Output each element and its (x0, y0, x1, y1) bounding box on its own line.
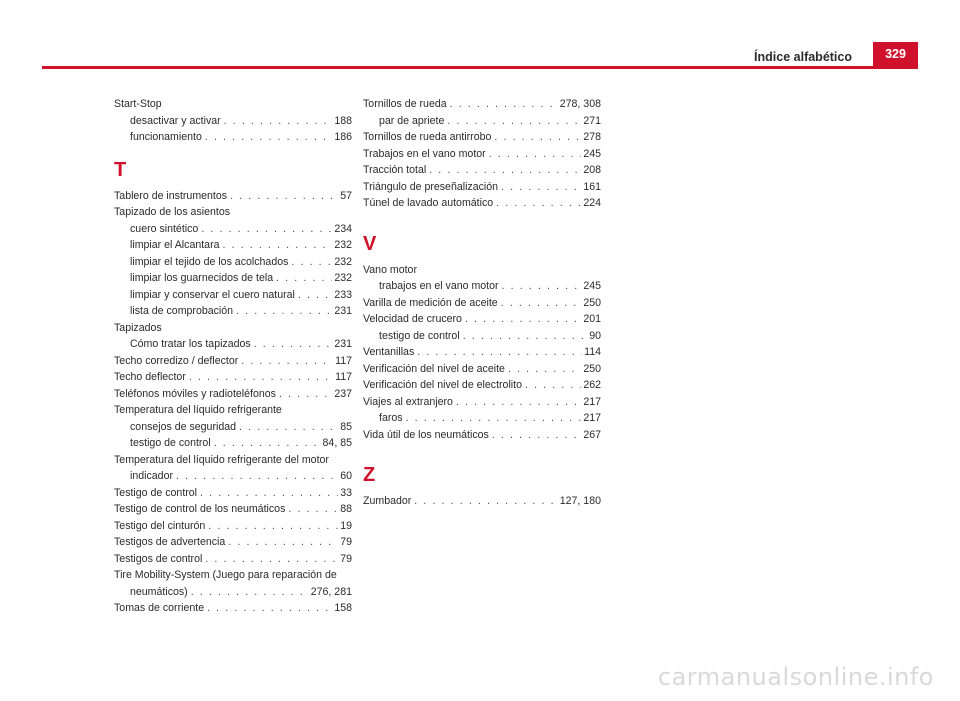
index-column-right (363, 96, 601, 510)
dot-leader (205, 551, 338, 568)
entry-text: Verificación del nivel de electrolito (363, 379, 522, 391)
entry-page: 278 (583, 131, 601, 143)
index-entry (363, 262, 601, 279)
index-entry (363, 361, 601, 378)
dot-leader (465, 311, 581, 328)
dot-leader (236, 303, 332, 320)
index-entry (114, 320, 352, 337)
dot-leader (501, 179, 581, 196)
dot-leader (496, 195, 581, 212)
entry-page: 33 (340, 486, 352, 499)
entry-page: 232 (334, 272, 352, 284)
entry-text: Varilla de medición de aceite (363, 296, 498, 309)
index-entry (363, 344, 601, 361)
entry-text: Techo deflector (114, 371, 186, 383)
entry-text: Zumbador (363, 495, 412, 507)
entry-text: limpiar los guarnecidos de tela (130, 272, 274, 284)
dot-leader (254, 336, 333, 353)
entry-page: 224 (583, 197, 601, 209)
entry-page: 231 (334, 305, 352, 317)
entry-page: 79 (340, 552, 352, 565)
entry-page: 276, 281 (310, 585, 352, 598)
entry-page: 233 (334, 288, 352, 301)
entry-page: 117 (335, 354, 352, 367)
dot-leader (406, 410, 582, 427)
index-entry (114, 485, 352, 502)
entry-text: faros (379, 412, 403, 424)
dot-leader (447, 113, 581, 130)
entry-text: Temperatura del líquido refrigerante del motor (114, 453, 329, 466)
index-subentry (114, 221, 352, 238)
entry-page: 278, 308 (559, 98, 601, 110)
entry-page: 117 (335, 371, 352, 383)
dot-leader (230, 188, 338, 205)
entry-page: 188 (334, 114, 352, 127)
entry-page: 208 (583, 164, 601, 176)
entry-text: indicador (130, 470, 173, 482)
index-subentry (114, 254, 352, 271)
index-entry (363, 493, 601, 510)
index-group-t-continued (363, 96, 601, 212)
index-subentry (363, 410, 601, 427)
entry-text: consejos de seguridad (130, 420, 237, 433)
entry-text: trabajos en el vano motor (379, 280, 499, 292)
index-group-z (363, 493, 601, 510)
entry-page: 271 (583, 114, 601, 127)
index-entry (363, 129, 601, 146)
entry-text: limpiar y conservar el cuero natural (130, 288, 295, 301)
entry-page: 217 (583, 395, 601, 408)
entry-text: Tornillos de rueda antirrobo (363, 131, 492, 143)
dot-leader (298, 287, 332, 304)
dot-leader (502, 278, 582, 295)
index-entry (114, 534, 352, 551)
entry-text: limpiar el Alcantara (130, 239, 220, 251)
dot-leader (189, 369, 333, 386)
entry-text: Temperatura del líquido refrigerante (114, 404, 282, 416)
index-subentry (114, 270, 352, 287)
index-entry (114, 600, 352, 617)
entry-text: Tablero de instrumentos (114, 189, 228, 202)
entry-page: 237 (334, 387, 352, 400)
entry-text: neumáticos) (130, 585, 188, 598)
index-subentry (114, 584, 352, 601)
entry-page: 90 (589, 329, 601, 342)
index-letter-v: V (363, 232, 377, 255)
dot-leader (201, 221, 332, 238)
dot-leader (429, 162, 581, 179)
entry-page: 60 (340, 470, 352, 482)
dot-leader (276, 270, 332, 287)
entry-page: 84, 85 (322, 437, 352, 449)
entry-text: Velocidad de crucero (363, 313, 462, 325)
entry-text: Tire Mobility-System (Juego para reparación de (114, 569, 337, 581)
index-entry (114, 402, 352, 419)
entry-text: Vida útil de los neumáticos (363, 428, 489, 441)
dot-leader (288, 501, 338, 518)
dot-leader (291, 254, 332, 271)
header-rule (42, 66, 918, 69)
dot-leader (214, 435, 321, 452)
page-number: 329 (873, 42, 918, 66)
index-entry (114, 386, 352, 403)
dot-leader (207, 600, 332, 617)
entry-page: 262 (583, 379, 601, 391)
entry-page: 250 (583, 296, 601, 309)
entry-page: 245 (583, 147, 601, 160)
entry-page: 88 (340, 503, 352, 515)
dot-leader (489, 146, 582, 163)
index-subentry (114, 237, 352, 254)
entry-text: Tapizado de los asientos (114, 206, 231, 218)
index-entry (363, 295, 601, 312)
index-entry (363, 311, 601, 328)
dot-leader (501, 295, 582, 312)
entry-text: Teléfonos móviles y radioteléfonos (114, 387, 276, 400)
index-subentry (114, 468, 352, 485)
index-subentry (363, 113, 601, 130)
index-entry (363, 377, 601, 394)
entry-page: 114 (584, 346, 601, 358)
entry-text: Túnel de lavado automático (363, 197, 494, 209)
index-entry (114, 369, 352, 386)
index-group-v (363, 262, 601, 444)
entry-text: cuero sintético (130, 222, 199, 235)
entry-text: par de apriete (379, 114, 445, 127)
entry-page: 158 (334, 602, 352, 614)
dot-leader (414, 493, 557, 510)
entry-text: Tapizados (114, 321, 162, 334)
entry-page: 85 (340, 420, 352, 433)
dot-leader (450, 96, 558, 113)
dot-leader (241, 353, 333, 370)
entry-text: Testigo del cinturón (114, 519, 206, 532)
index-entry (114, 204, 352, 221)
dot-leader (525, 377, 581, 394)
dot-leader (417, 344, 582, 361)
entry-page: 186 (334, 131, 352, 143)
entry-page: 232 (334, 255, 352, 268)
dot-leader (279, 386, 332, 403)
index-entry (114, 501, 352, 518)
entry-text: Tornillos de rueda (363, 98, 447, 110)
entry-text: testigo de control (130, 437, 211, 449)
entry-text: limpiar el tejido de los acolchados (130, 255, 289, 268)
entry-text: testigo de control (379, 329, 460, 342)
entry-text: Ventanillas (363, 346, 415, 358)
entry-text: Viajes al extranjero (363, 395, 453, 408)
index-letter-z: Z (363, 464, 376, 486)
entry-text: Testigos de control (114, 552, 203, 565)
index-subentry (114, 419, 352, 436)
index-entry (114, 518, 352, 535)
index-letter-t: T (114, 158, 127, 181)
entry-text: Tomas de corriente (114, 602, 205, 614)
entry-page: 217 (583, 412, 601, 424)
entry-page: 245 (583, 280, 601, 292)
index-entry (114, 96, 352, 113)
entry-text: Cómo tratar los tapizados (130, 338, 251, 350)
entry-text: Triángulo de preseñalización (363, 180, 499, 193)
dot-leader (205, 129, 332, 146)
index-subentry (114, 129, 352, 146)
dot-leader (494, 129, 581, 146)
dot-leader (200, 485, 338, 502)
index-subentry (114, 287, 352, 304)
index-subentry (114, 435, 352, 452)
dot-leader (224, 113, 333, 130)
entry-text: Techo corredizo / deflector (114, 354, 239, 367)
entry-page: 201 (583, 313, 601, 325)
entry-text: funcionamiento (130, 131, 202, 143)
dot-leader (463, 328, 588, 345)
page-title: Índice alfabético (754, 50, 852, 64)
index-group-t (114, 188, 352, 617)
dot-leader (176, 468, 338, 485)
entry-page: 231 (334, 338, 352, 350)
index-subentry (363, 278, 601, 295)
dot-leader (223, 237, 333, 254)
entry-text: Testigos de advertencia (114, 536, 226, 548)
dot-leader (239, 419, 338, 436)
index-entry (114, 452, 352, 469)
dot-leader (191, 584, 309, 601)
entry-text: Verificación del nivel de aceite (363, 362, 505, 375)
index-entry (114, 567, 352, 584)
index-subentry (363, 328, 601, 345)
index-entry (363, 179, 601, 196)
entry-page: 57 (340, 189, 352, 202)
dot-leader (508, 361, 581, 378)
index-entry (363, 96, 601, 113)
entry-page: 79 (340, 536, 352, 548)
watermark: carmanualsonline.info (657, 663, 934, 691)
entry-text: lista de comprobación (130, 305, 234, 317)
index-entry (114, 188, 352, 205)
index-entry (363, 394, 601, 411)
dot-leader (228, 534, 338, 551)
index-entry (363, 195, 601, 212)
index-entry (363, 146, 601, 163)
index-entry (114, 353, 352, 370)
entry-text: desactivar y activar (130, 114, 221, 127)
entry-page: 232 (334, 239, 352, 251)
entry-page: 127, 180 (559, 495, 601, 507)
dot-leader (208, 518, 338, 535)
index-column-left (114, 96, 352, 617)
index-subentry (114, 113, 352, 130)
dot-leader (456, 394, 581, 411)
entry-text: Tracción total (363, 164, 427, 176)
entry-text: Start-Stop (114, 98, 162, 110)
entry-page: 161 (583, 180, 601, 193)
index-group-start (114, 96, 352, 146)
entry-text: Testigo de control (114, 486, 198, 499)
entry-page: 19 (340, 519, 352, 532)
index-entry (363, 427, 601, 444)
index-subentry (114, 336, 352, 353)
entry-page: 267 (583, 428, 601, 441)
index-entry (363, 162, 601, 179)
index-entry (114, 551, 352, 568)
index-subentry (114, 303, 352, 320)
entry-text: Testigo de control de los neumáticos (114, 503, 286, 515)
entry-page: 234 (334, 222, 352, 235)
entry-page: 250 (583, 362, 601, 375)
entry-text: Trabajos en el vano motor (363, 147, 486, 160)
dot-leader (492, 427, 581, 444)
entry-text: Vano motor (363, 263, 417, 276)
